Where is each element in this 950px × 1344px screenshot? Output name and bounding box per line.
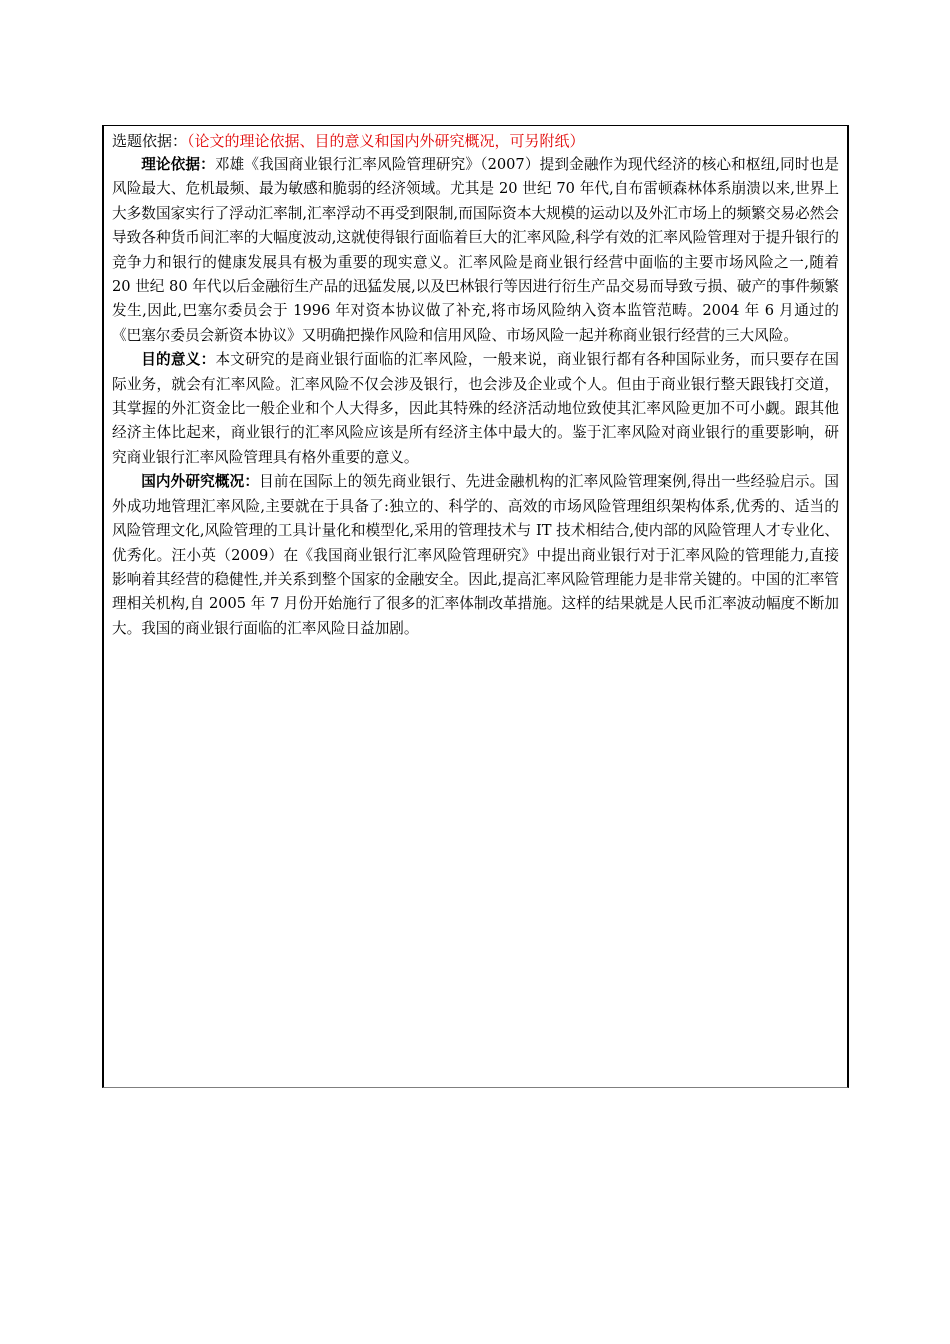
research-overview-paragraph bbox=[112, 470, 839, 641]
topic-basis-header bbox=[112, 129, 839, 153]
purpose-significance-paragraph bbox=[112, 348, 839, 470]
theory-basis-text: 邓雄《我国商业银行汇率风险管理研究》（2007）提到金融作为现代经济的核心和枢纽,同时也是风险最大、危机最频、最为敏感和脆弱的经济领域。尤其是 20 世纪 70 年代,自布雷顿森林体系崩溃以来,世界上大多数国家实行了浮动汇率制,汇率浮动不再受到限制,而国际资本大规模的运动以及外汇市场上的频繁交易必然会导致各种货币间汇率的大幅度波动,这就使得银行面临着巨大的汇率风险,科学有效的汇率风险管理对于提升银行的竞争力和银行的健康发展具有极为重要的现实意义。汇率风险是商业银行经营中面临的主要市场风险之一,随着 20 世纪 80 年代以后金融衍生产品的迅猛发展,以及巴林银行等因进行衍生产品交易而导致亏损、破产的事件频繁发生,因此,巴塞尔委员会于 1996 年对资本协议做了补充,将市场风险纳入资本监管范畴。2004 年 6 月通过的《巴塞尔委员会新资本协议》又明确把操作风险和信用风险、市场风险一起并称商业银行经营的三大风险。 bbox=[112, 156, 840, 344]
research-overview-text: 目前在国际上的领先商业银行、先进金融机构的汇率风险管理案例,得出一些经验启示。国外成功地管理汇率风险,主要就在于具备了:独立的、科学的、高效的市场风险管理组织架构体系,优秀的、适当的风险管理文化,风险管理的工具计量化和模型化,采用的管理技术与 IT 技术相结合,使内部的风险管理人才专业化、优秀化。汪小英（2009）在《我国商业银行汇率风险管理研究》中提出商业银行对于汇率风险的管理能力,直接影响着其经营的稳健性,并关系到整个国家的金融安全。因此,提高汇率风险管理能力是非常关键的。中国的汇率管理相关机构,自 2005 年 7 月份开始施行了很多的汇率体制改革措施。这样的结果就是人民币汇率波动幅度不断加大。我国的商业银行面临的汇率风险日益加剧。 bbox=[112, 473, 839, 637]
purpose-significance-heading: 目的意义： bbox=[141, 351, 216, 369]
theory-basis-heading: 理论依据： bbox=[141, 156, 215, 173]
topic-basis-form-box bbox=[102, 125, 849, 1088]
research-overview-heading: 国内外研究概况： bbox=[141, 473, 260, 491]
theory-basis-paragraph bbox=[112, 153, 839, 348]
topic-basis-label: 选题依据： bbox=[112, 132, 188, 150]
topic-basis-note: （论文的理论依据、目的意义和国内外研究概况，可另附纸） bbox=[187, 132, 585, 150]
purpose-significance-text: 本文研究的是商业银行面临的汇率风险，一般来说，商业银行都有各种国际业务，而只要存在国际业务，就会有汇率风险。汇率风险不仅会涉及银行，也会涉及企业或个人。但由于商业银行整天跟钱打交道，其掌握的外汇资金比一般企业和个人大得多，因此其特殊的经济活动地位致使其汇率风险更加不可小觑。跟其他经济主体比起来，商业银行的汇率风险应该是所有经济主体中最大的。鉴于汇率风险对商业银行的重要影响，研究商业银行汇率风险管理具有格外重要的意义。 bbox=[112, 351, 839, 466]
